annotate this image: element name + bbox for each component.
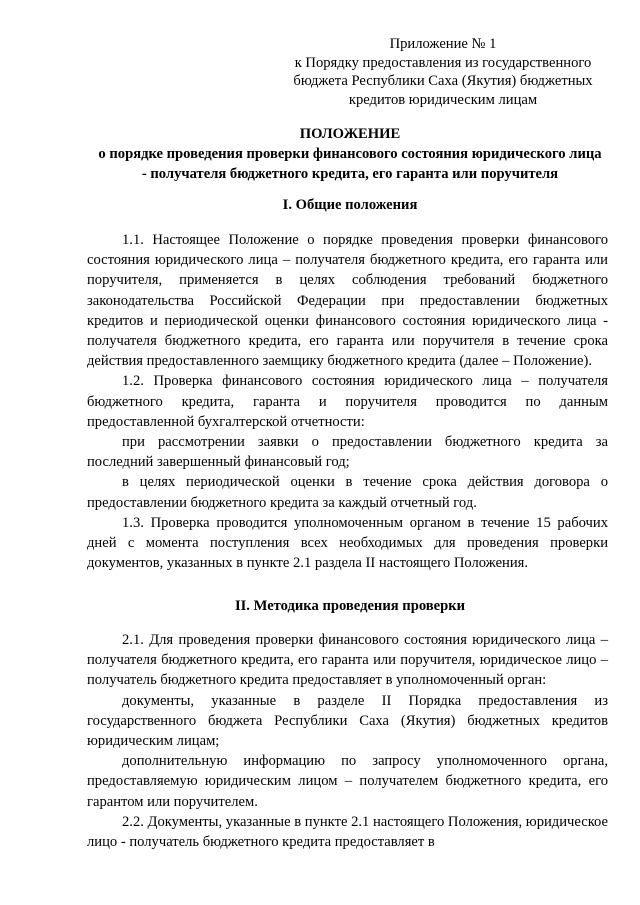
- paragraph-1-2-item-a: при рассмотрении заявки о предоставлении бюджетного кредита за последний завершенный финансовый год;: [87, 434, 608, 471]
- paragraph-2-1-item-b: дополнительную информацию по запросу уполномоченного органа, предоставляемую юридическим лицом – получателем бюджетного кредита, его гарантом или поручителем.: [87, 753, 608, 810]
- title-main: ПОЛОЖЕНИЕ: [299, 126, 401, 142]
- section-1-body: [87, 230, 608, 573]
- document-title: [96, 124, 604, 184]
- section-2-body: [87, 630, 608, 852]
- appendix-reference: к Порядку предоставления из государственного бюджета Республики Саха (Якутия) бюджетных кредитов юридическим лицам: [293, 54, 593, 108]
- paragraph-1-1: 1.1. Настоящее Положение о порядке проведения проверки финансового состояния юридического лица – получателя бюджетного кредита, его гаранта или поручителя, применяется в целях соблюдения требований бюджетного законодательства Российской Федерации при предоставлении бюджетных кредитов и периодической оценки финансового состояния юридического лица - получателя бюджетного кредита, его гаранта или поручителя в течение срока действия предоставленного заемщику бюджетного кредита (далее – Положение).: [87, 232, 608, 370]
- paragraph-1-2-item-b: в целях периодической оценки в течение срока действия договора о предоставлении бюджетного кредита за каждый отчетный год.: [87, 474, 608, 511]
- paragraph-1-2: 1.2. Проверка финансового состояния юридического лица – получателя бюджетного кредита, гаранта и поручителя проводится по данным предоставленной бухгалтерской отчетности:: [87, 373, 608, 430]
- paragraph-2-1-item-a: документы, указанные в разделе II Порядка предоставления из государственного бюджета Республики Саха (Якутия) бюджетных кредитов юридическим лицам;: [87, 692, 608, 750]
- title-subtitle: о порядке проведения проверки финансового состояния юридического лица - получателя бюджетного кредита, его гаранта или поручителя: [98, 146, 602, 182]
- appendix-number: Приложение № 1: [389, 36, 497, 52]
- section-1-heading: I. Общие положения: [282, 197, 418, 213]
- paragraph-2-2: 2.2. Документы, указанные в пункте 2.1 настоящего Положения, юридическое лицо - получатель бюджетного кредита предоставляет в: [87, 813, 608, 851]
- paragraph-1-3: 1.3. Проверка проводится уполномоченным органом в течение 15 рабочих дней с момента поступления всех необходимых для проведения проверки документов, указанных в пункте 2.1 раздела II настоящего Положения.: [87, 514, 608, 572]
- paragraph-2-1: 2.1. Для проведения проверки финансового состояния юридического лица – получателя бюджетного кредита, его гаранта или поручителя, юридическое лицо – получатель бюджетного кредита предоставляет в уполномоченный орган:: [87, 632, 608, 689]
- section-2-heading: II. Методика проведения проверки: [234, 598, 466, 614]
- appendix-header: [282, 35, 604, 109]
